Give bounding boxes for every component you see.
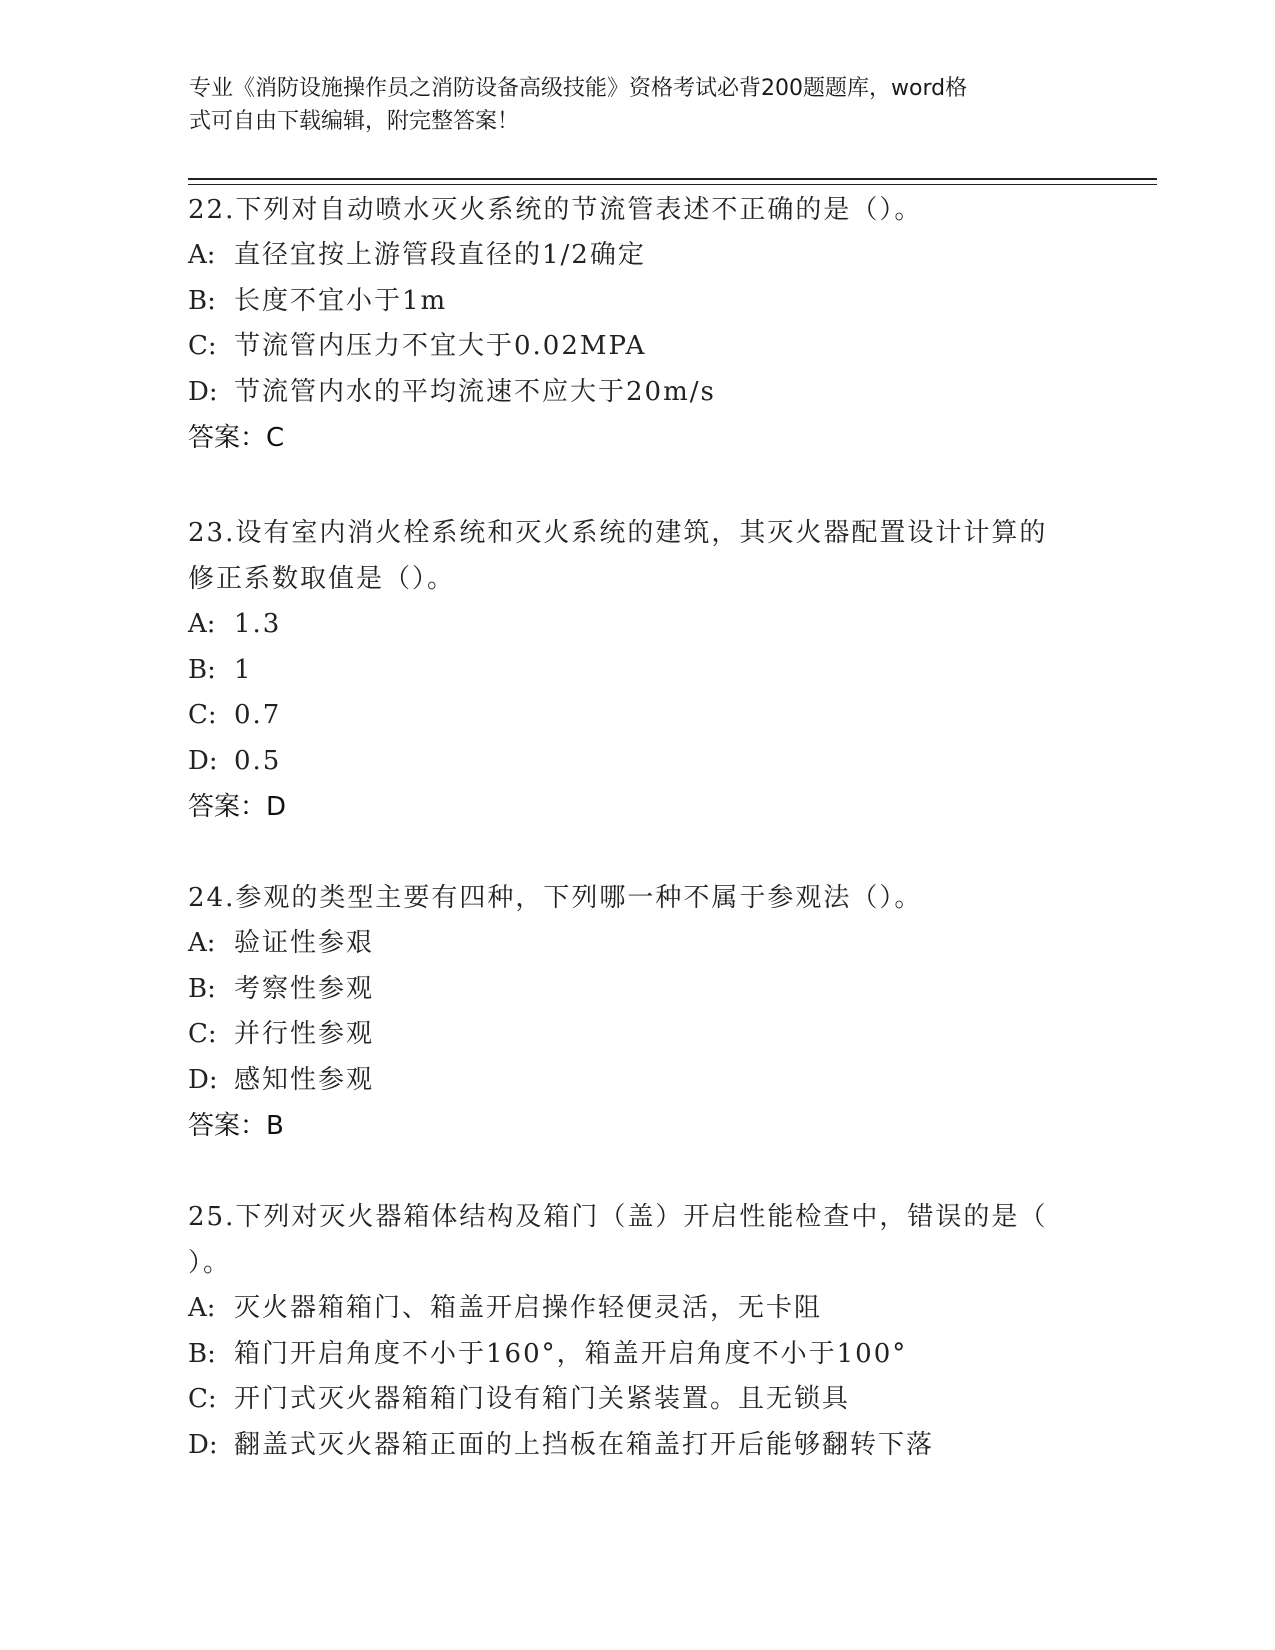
option-key: B: bbox=[188, 654, 216, 685]
option-text: 验证性参艰 bbox=[234, 928, 375, 958]
header-divider-thin bbox=[188, 184, 1157, 185]
option-key: D: bbox=[188, 745, 218, 776]
option-a bbox=[188, 921, 1088, 967]
option-text: 1 bbox=[234, 654, 253, 685]
option-d bbox=[188, 739, 1088, 785]
option-key: C: bbox=[188, 331, 217, 361]
option-c bbox=[188, 324, 1088, 370]
question-title-line-1: 25.下列对灭火器箱体结构及箱门（盖）开启性能检查中，错误的是（ bbox=[188, 1202, 1048, 1232]
question-title: 24.参观的类型主要有四种，下列哪一种不属于参观法（）。 bbox=[188, 883, 923, 913]
question-25 bbox=[188, 1194, 1088, 1468]
option-key: C: bbox=[188, 700, 217, 730]
option-key: B: bbox=[188, 1338, 216, 1369]
answer-line: 答案：D bbox=[188, 792, 287, 822]
header-divider-thick bbox=[188, 178, 1157, 180]
option-key: C: bbox=[188, 1384, 217, 1414]
question-title-line-2: 修正系数取值是（）。 bbox=[188, 564, 456, 594]
header-line-2: 式可自由下载编辑，附完整答案！ bbox=[189, 109, 520, 134]
option-b bbox=[188, 1332, 1088, 1378]
header-line-1: 专业《消防设施操作员之消防设备高级技能》资格考试必背200题题库，word格 bbox=[189, 76, 968, 101]
option-text: 并行性参观 bbox=[234, 1019, 375, 1049]
option-text: 感知性参观 bbox=[234, 1064, 375, 1095]
option-c bbox=[188, 1377, 1088, 1423]
question-24 bbox=[188, 875, 1088, 1149]
question-title: 22.下列对自动喷水灭火系统的节流管表述不正确的是（）。 bbox=[188, 195, 923, 225]
option-text: 箱门开启角度不小于160°，箱盖开启角度不小于100° bbox=[234, 1338, 908, 1369]
option-text: 0.7 bbox=[234, 700, 282, 730]
option-text: 考察性参观 bbox=[234, 973, 375, 1004]
option-key: A: bbox=[188, 1293, 216, 1323]
answer-line: 答案：B bbox=[188, 1111, 284, 1141]
option-c bbox=[188, 693, 1088, 739]
option-key: B: bbox=[188, 285, 216, 316]
option-text: 直径宜按上游管段直径的1/2确定 bbox=[234, 240, 646, 270]
option-b bbox=[188, 648, 1088, 694]
option-a bbox=[188, 1286, 1088, 1332]
option-text: 开门式灭火器箱箱门设有箱门关紧装置。且无锁具 bbox=[234, 1384, 851, 1414]
option-text: 1.3 bbox=[234, 609, 282, 639]
option-key: A: bbox=[188, 240, 216, 270]
option-key: D: bbox=[188, 376, 218, 407]
option-a bbox=[188, 233, 1088, 279]
option-text: 节流管内压力不宜大于0.02MPA bbox=[234, 331, 647, 361]
option-a bbox=[188, 602, 1088, 648]
option-d bbox=[188, 370, 1088, 416]
document-header bbox=[189, 72, 1089, 138]
option-b bbox=[188, 967, 1088, 1013]
option-text: 灭火器箱箱门、箱盖开启操作轻便灵活，无卡阻 bbox=[234, 1293, 823, 1323]
option-c bbox=[188, 1012, 1088, 1058]
option-b bbox=[188, 279, 1088, 325]
question-22 bbox=[188, 187, 1088, 461]
question-title-line-1: 23.设有室内消火栓系统和灭火系统的建筑，其灭火器配置设计计算的 bbox=[188, 518, 1048, 548]
question-title-line-2: ）。 bbox=[188, 1248, 232, 1278]
option-key: C: bbox=[188, 1019, 217, 1049]
option-key: D: bbox=[188, 1064, 218, 1095]
option-text: 节流管内水的平均流速不应大于20m/s bbox=[234, 376, 716, 407]
option-text: 0.5 bbox=[234, 745, 282, 776]
option-key: D: bbox=[188, 1429, 218, 1460]
option-key: B: bbox=[188, 973, 216, 1004]
option-text: 翻盖式灭火器箱正面的上挡板在箱盖打开后能够翻转下落 bbox=[234, 1429, 935, 1460]
answer-line: 答案：C bbox=[188, 423, 285, 453]
question-23 bbox=[188, 510, 1088, 830]
option-key: A: bbox=[188, 928, 216, 958]
option-key: A: bbox=[188, 609, 216, 639]
option-text: 长度不宜小于1m bbox=[234, 285, 448, 316]
option-d bbox=[188, 1058, 1088, 1104]
option-d bbox=[188, 1423, 1088, 1469]
